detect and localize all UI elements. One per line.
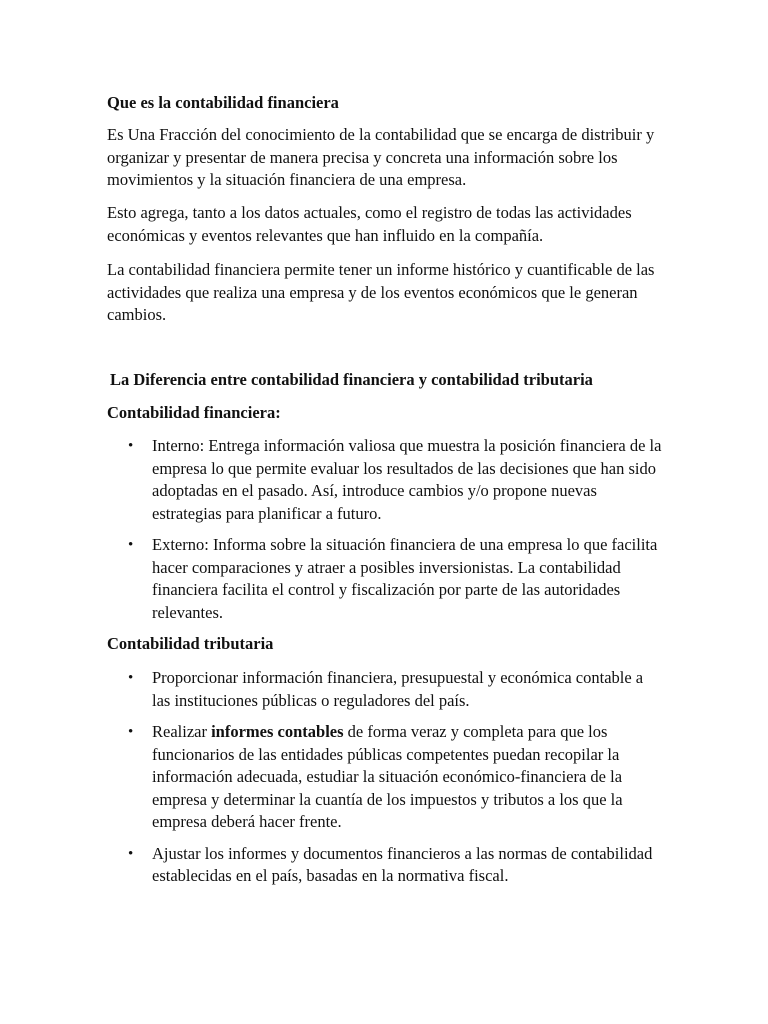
list-item-text — [152, 722, 623, 831]
list-item-text-bold: informes contables — [211, 722, 344, 741]
bullet-icon: • — [128, 724, 134, 740]
list-contabilidad-tributaria — [0, 667, 768, 897]
section-title-definition: Que es la contabilidad financiera — [107, 93, 339, 112]
subtitle-contabilidad-tributaria: Contabilidad tributaria — [107, 634, 274, 653]
bullet-icon: • — [128, 537, 134, 553]
list-item-text-after: de forma veraz y completa para que los funcionarios de las entidades públicas competentes puedan recopilar la información adecuada, estudiar la situación económico-financiera de la empresa y determinar la cuantía de los impuestos y tributos a los que la empresa deberá hacer frente. — [152, 722, 623, 831]
list-item — [0, 435, 662, 525]
paragraph-registro: Esto agrega, tanto a los datos actuales, como el registro de todas las actividades económicas y eventos relevantes que han influido en la compañía. — [107, 203, 632, 245]
list-item-text: Proporcionar información financiera, presupuestal y económica contable a las instituciones públicas o reguladores del país. — [152, 668, 644, 710]
list-item-text: Externo: Informa sobre la situación financiera de una empresa lo que facilita hacer comparaciones y atraer a posibles inversionistas. La contabilidad financiera facilita el control y fiscalización por parte de las autoridades relevantes. — [152, 535, 658, 622]
bullet-icon: • — [128, 670, 134, 686]
list-item — [0, 843, 662, 888]
list-item — [0, 721, 662, 834]
bullet-icon: • — [128, 845, 134, 862]
bullet-icon: • — [128, 438, 134, 454]
list-item — [0, 534, 662, 624]
section-title-diferencia: La Diferencia entre contabilidad financiera y contabilidad tributaria — [110, 370, 593, 389]
list-item — [0, 667, 662, 712]
list-item-text: Ajustar los informes y documentos financieros a las normas de contabilidad establecidas en el país, basadas en la normativa fiscal. — [152, 843, 653, 885]
list-item-text-before: Realizar — [152, 722, 212, 741]
list-contabilidad-financiera — [0, 435, 768, 633]
subtitle-contabilidad-financiera: Contabilidad financiera: — [107, 403, 281, 422]
paragraph-informe-historico: La contabilidad financiera permite tener un informe histórico y cuantificable de las actividades que realiza una empresa y de los eventos económicos que le generan cambios. — [107, 260, 655, 324]
list-item-text: Interno: Entrega información valiosa que muestra la posición financiera de la empresa lo que permite evaluar los resultados de las decisiones que han sido adoptadas en el pasado. Así, introduce cambios y/o propone nuevas estrategias para planificar a futuro. — [152, 436, 662, 523]
paragraph-definition: Es Una Fracción del conocimiento de la contabilidad que se encarga de distribuir y organizar y presentar de manera precisa y concreta una información sobre los movimientos y la situación financiera de una empresa. — [107, 125, 655, 189]
